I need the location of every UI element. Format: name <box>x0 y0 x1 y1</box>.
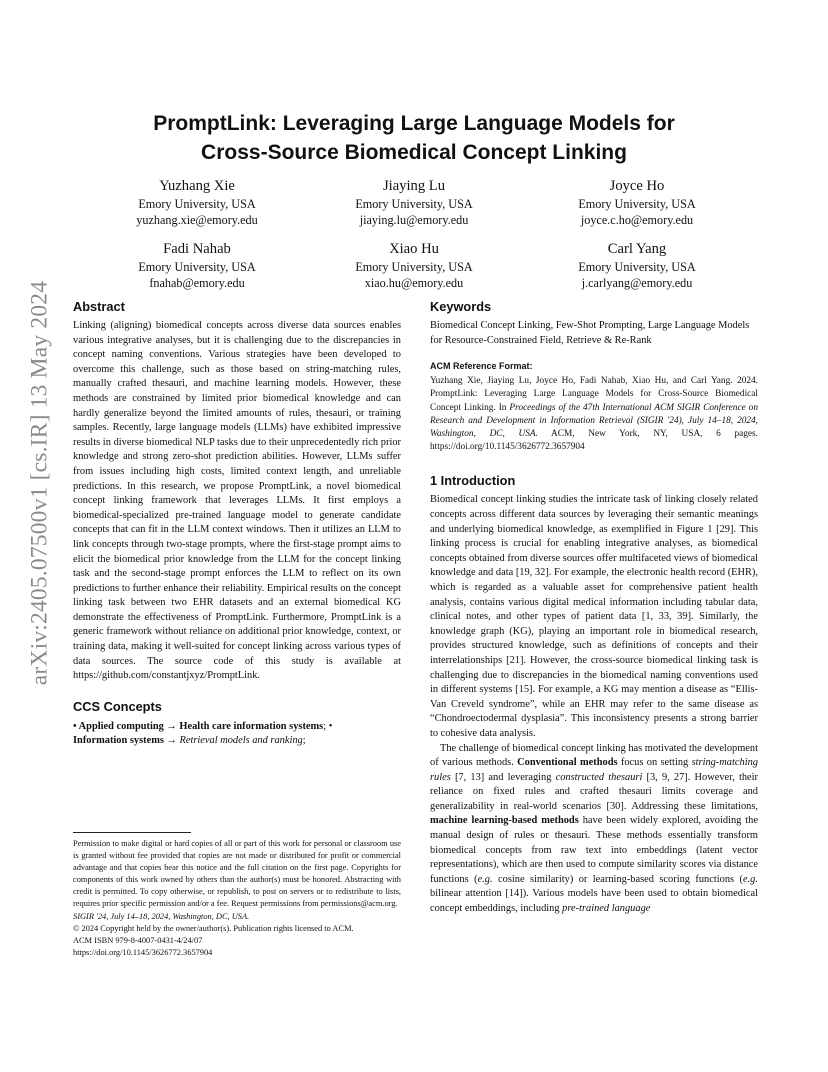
permission-notice: Permission to make digital or hard copies of all or part of this work for personal or classroom use is granted without fee provided that copies are not made or distributed for profit or commercial advantage and that copies bear this notice and the full citation on the first page. Copyrights for components of this work owned by others than the author(s) must be honored. Abstracting with credit is permitted. To copy otherwise, or republish, to post on servers or to redistribute to lists, requires prior specific permission and/or a fee. Request permissions from permissions@acm.org. <box>73 839 401 909</box>
author-block <box>532 239 742 291</box>
author-name: Yuzhang Xie <box>159 178 235 194</box>
author-name: Joyce Ho <box>609 178 665 194</box>
right-column <box>430 298 758 917</box>
author-email: j.carlyang@emory.edu <box>581 276 693 290</box>
intro-paragraph-1: Biomedical concept linking studies the intricate task of linking closely related concepts across different data sources by leveraging their semantic meanings and underlying biomedical knowledge, as exemplified in Figure 1 [29]. This linking process is crucial for enabling integrative analyses, as biomedical concepts obtained from diverse sources offer multifaceted views of biomedical knowledge and data [19, 32]. For example, the electronic health record (EHR), which is regarded as a valuable asset for comprehensive patient health analysis, contains various digital medical information including tabular data, clinical notes, and other types of patient data [1, 33, 39]. Similarly, the knowledge graph (KG), playing an important role in biomedical research, provides structured knowledge, such as definitions of concepts and their interrelationships [21]. However, the cross-source biomedical linking task is challenging due to discrepancies in the biomedical naming conventions used in different systems [15]. For example, a KG may mention a disease as “Ellis-Van Creveld syndrome”, while an EHR may refer to the same disease as “Chondroectodermal dysplasia”. This inconsistency presents a strong barrier to cohesive data analysis. <box>430 494 758 739</box>
author-affiliation: Emory University, USA <box>138 260 256 274</box>
author-email: yuzhang.xie@emory.edu <box>136 213 258 227</box>
author-affiliation: Emory University, USA <box>578 197 696 211</box>
ccs-concepts: • Applied computing → Health care information systems; • Information systems → Retrieval models and ranking; <box>73 720 333 747</box>
footnote-rule <box>73 832 191 833</box>
title-line-2: Cross-Source Biomedical Concept Linking <box>201 141 627 164</box>
intro-paragraph-2: The challenge of biomedical concept linking has motivated the development of various methods. Conventional methods focus on setting string-matching rules [7, 13] and leveraging constructed thesauri [3, 9, 27]. However, their reliance on fixed rules and crafted thesauri limits coverage and generalizability in real-world scenarios [30]. Addressing these limitations, machine learning-based methods have been widely explored, avoiding the manual design of rules or thesauri. These methods essentially transform biomedical concepts from raw text into embeddings (latent vector representations), which are then used to compute similarity scores via distance functions (e.g. cosine similarity) or learning-based scoring functions (e.g. bilinear attention [14]). Various models have been used to obtain biomedical concept embeddings, including pre-trained language <box>430 742 759 915</box>
keywords-heading: Keywords <box>430 299 492 314</box>
author-email: xiao.hu@emory.edu <box>364 276 464 290</box>
isbn: ACM ISBN 979-8-4007-0431-4/24/07 <box>73 935 203 945</box>
title-line-1: PromptLink: Leveraging Large Language Models for <box>153 112 675 135</box>
author-name: Fadi Nahab <box>163 241 231 257</box>
arxiv-sidebar <box>20 280 60 686</box>
conference-venue: SIGIR '24, July 14–18, 2024, Washington, DC, USA. <box>73 911 250 921</box>
keywords-text: Biomedical Concept Linking, Few-Shot Prompting, Large Language Models for Resource-Constrained Field, Retrieve & Re-Rank <box>430 320 750 346</box>
ccs-retrieval-models: Retrieval models and ranking <box>179 735 303 747</box>
ccs-heading: CCS Concepts <box>73 698 162 714</box>
author-block <box>92 176 302 228</box>
ccs-information-systems: Information systems <box>73 735 164 747</box>
left-column <box>73 298 401 749</box>
permission-footnote <box>73 838 401 959</box>
introduction-heading: 1 Introduction <box>430 473 516 489</box>
paper-title <box>60 109 768 167</box>
author-affiliation: Emory University, USA <box>138 197 256 211</box>
acm-reference-heading: ACM Reference Format: <box>430 361 533 372</box>
doi-link[interactable]: https://doi.org/10.1145/3626772.3657904 <box>73 947 213 957</box>
author-name: Xiao Hu <box>389 241 439 257</box>
author-affiliation: Emory University, USA <box>355 197 473 211</box>
author-email: joyce.c.ho@emory.edu <box>580 213 694 227</box>
arxiv-identifier: arXiv:2405.07500v1 [cs.IR] 13 May 2024 <box>26 280 53 686</box>
acm-reference-text: Yuzhang Xie, Jiaying Lu, Joyce Ho, Fadi Nahab, Xiao Hu, and Carl Yang. 2024. PromptLink: Leveraging Large Language Models for Cross-Source Biomedical Concept Linking. In Proceedings of the 47th International ACM SIGIR Conference on Research and Development in Information Retrieval (SIGIR '24), July 14–18, 2024, Washington, DC, USA. ACM, New York, NY, USA, 6 pages. https://doi.org/10.1145/3626772.3657904 <box>430 376 758 453</box>
ccs-applied-computing: • Applied computing → Health care information systems <box>73 720 324 732</box>
author-email: jiaying.lu@emory.edu <box>359 213 469 227</box>
author-affiliation: Emory University, USA <box>578 260 696 274</box>
author-block <box>92 239 302 291</box>
author-name: Carl Yang <box>607 241 667 257</box>
author-email: fnahab@emory.edu <box>149 276 245 290</box>
author-name: Jiaying Lu <box>382 178 446 194</box>
copyright-notice: © 2024 Copyright held by the owner/author(s). Publication rights licensed to ACM. <box>73 923 354 933</box>
author-block <box>309 176 519 228</box>
abstract-text: Linking (aligning) biomedical concepts across diverse data sources enables various integrative analyses, but it is challenging due to the discrepancies in concept naming conventions. Various strategies have been developed to overcome this challenge, such as those based on string-matching rules, manually crafted thesauri, and machine learning models. However, these methods are constrained by limited prior biomedical knowledge and can hardly generalize beyond the limited amounts of rules, thesauri, or training samples. Recently, large language models (LLMs) have exhibited impressive results in diverse biomedical NLP tasks due to their unprecedentedly rich prior knowledge and strong zero-shot prediction abilities. However, LLMs suffer from issues including high costs, limited context length, and unreliable predictions. In this research, we propose PromptLink, a novel biomedical concept linking framework that leverages LLMs. It first employs a biomedical-specialized pre-trained language model to generate candidate concepts that can fit in the LLM context windows. Then it utilizes an LLM to link concepts through two-stage prompts, where the first-stage prompt aims to elicit the biomedical prior knowledge from the LLM for the concept linking task and the second-stage prompt enforces the LLM to reflect on its own predictions to further enhance their reliability. Empirical results on the concept linking task between two EHR datasets and an external biomedical KG demonstrate the effectiveness of PromptLink. Furthermore, PromptLink is a generic framework without reliance on additional prior knowledge, context, or training data, making it well-suited for concept linking across various types of data sources. The source code of this study is available at https://github.com/constantjxyz/PromptLink. <box>73 320 401 682</box>
abstract-heading: Abstract <box>73 299 125 314</box>
author-affiliation: Emory University, USA <box>355 260 473 274</box>
author-block <box>309 239 519 291</box>
author-block <box>532 176 742 228</box>
